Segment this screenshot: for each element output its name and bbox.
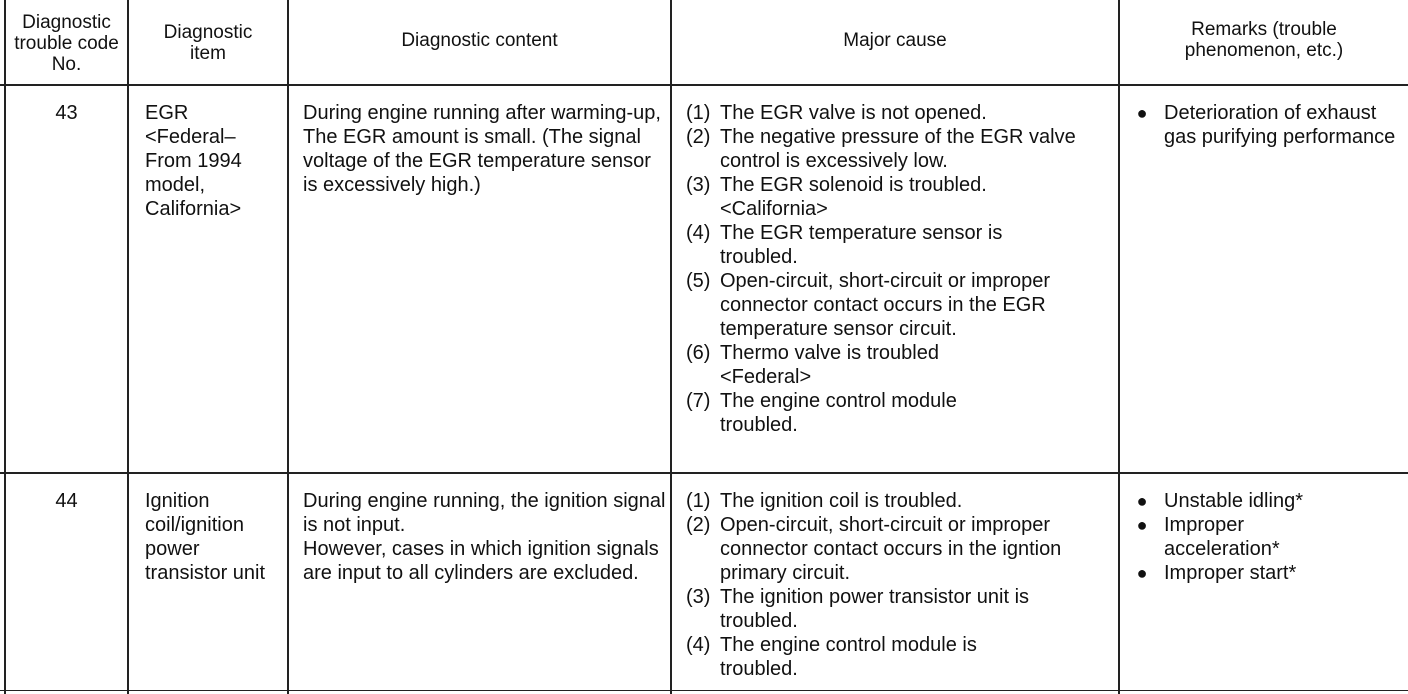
cause-item xyxy=(672,125,1112,173)
cause-text: The ignition coil is troubled. xyxy=(720,490,963,512)
bullet-icon: ● xyxy=(1136,491,1148,511)
row-43-item: EGR <Federal– From 1994 model, California> xyxy=(145,102,242,220)
row-43-content xyxy=(303,101,667,197)
header-item: Diagnostic item xyxy=(163,22,253,64)
cause-item xyxy=(672,101,1112,125)
cause-text: Open-circuit, short-circuit or improper connector contact occurs in the EGR temperature sensor circuit. xyxy=(720,270,1051,340)
row-43-remarks xyxy=(1120,101,1406,149)
cause-item xyxy=(672,633,1112,681)
cause-text: Open-circuit, short-circuit or improper connector contact occurs in the igntion primary circuit. xyxy=(720,514,1062,584)
cause-number: (4) xyxy=(686,222,711,244)
header-divider xyxy=(0,84,1408,86)
cause-item xyxy=(672,269,1112,341)
remark-item xyxy=(1120,101,1406,149)
cause-number: (6) xyxy=(686,342,711,364)
cause-number: (3) xyxy=(686,586,711,608)
cause-number: (3) xyxy=(686,174,711,196)
cause-number: (1) xyxy=(686,102,711,124)
remark-item xyxy=(1120,513,1320,561)
content-line: The EGR amount is small. (The signal voltage of the EGR temperature sensor is excessively high.) xyxy=(303,126,651,196)
cause-text: The EGR temperature sensor is troubled. xyxy=(720,222,1003,268)
row-43-code: 43 xyxy=(55,102,78,124)
cause-number: (2) xyxy=(686,126,711,148)
column-divider xyxy=(287,0,289,694)
header-cause: Major cause xyxy=(843,29,947,51)
cause-item xyxy=(672,341,1112,389)
cause-text: The engine control module troubled. xyxy=(720,390,957,436)
row-44-content xyxy=(303,489,667,585)
remark-text: Improper acceleration* xyxy=(1164,514,1280,560)
remark-text: Deterioration of exhaust gas purifying performance xyxy=(1164,102,1396,148)
cause-text: Thermo valve is troubled <Federal> xyxy=(720,342,939,388)
cause-text: The negative pressure of the EGR valve control is excessively low. xyxy=(720,126,1076,172)
remark-item xyxy=(1120,489,1320,513)
cause-item xyxy=(672,489,1112,513)
cause-item xyxy=(672,513,1112,585)
cause-text: The EGR solenoid is troubled. <California> xyxy=(720,174,987,220)
remark-text: Improper start* xyxy=(1164,562,1297,584)
content-line: During engine running, the ignition signal is not input. xyxy=(303,490,666,536)
row-44-remarks xyxy=(1120,489,1320,585)
row-44-causes xyxy=(672,489,1112,681)
content-line: During engine running after warming-up, xyxy=(303,102,661,124)
cause-item xyxy=(672,389,1112,437)
bullet-icon: ● xyxy=(1136,563,1148,583)
row-44-item: Ignition coil/ignition power transistor unit xyxy=(145,490,266,584)
cause-text: The engine control module is troubled. xyxy=(720,634,977,680)
remark-item xyxy=(1120,561,1320,585)
cause-number: (5) xyxy=(686,270,711,292)
cause-number: (4) xyxy=(686,634,711,656)
cause-item xyxy=(672,173,1112,221)
bullet-icon: ● xyxy=(1136,515,1148,535)
bullet-icon: ● xyxy=(1136,103,1148,123)
row-43-causes xyxy=(672,101,1112,437)
cause-number: (7) xyxy=(686,390,711,412)
header-remarks: Remarks (trouble phenomenon, etc.) xyxy=(1184,19,1344,61)
content-line: However, cases in which ignition signals are input to all cylinders are excluded. xyxy=(303,538,659,584)
row-44-code: 44 xyxy=(55,490,78,512)
column-divider xyxy=(127,0,129,694)
table-border-bottom xyxy=(0,690,1408,691)
cause-text: The ignition power transistor unit is troubled. xyxy=(720,586,1030,632)
cause-number: (2) xyxy=(686,514,711,536)
header-content: Diagnostic content xyxy=(401,29,558,51)
cause-item xyxy=(672,585,1112,633)
remark-text: Unstable idling* xyxy=(1164,490,1303,512)
cause-item xyxy=(672,221,1112,269)
cause-number: (1) xyxy=(686,490,711,512)
header-code: Diagnostic trouble code No. xyxy=(14,11,119,75)
row-divider xyxy=(0,472,1408,474)
cause-text: The EGR valve is not opened. xyxy=(720,102,987,124)
